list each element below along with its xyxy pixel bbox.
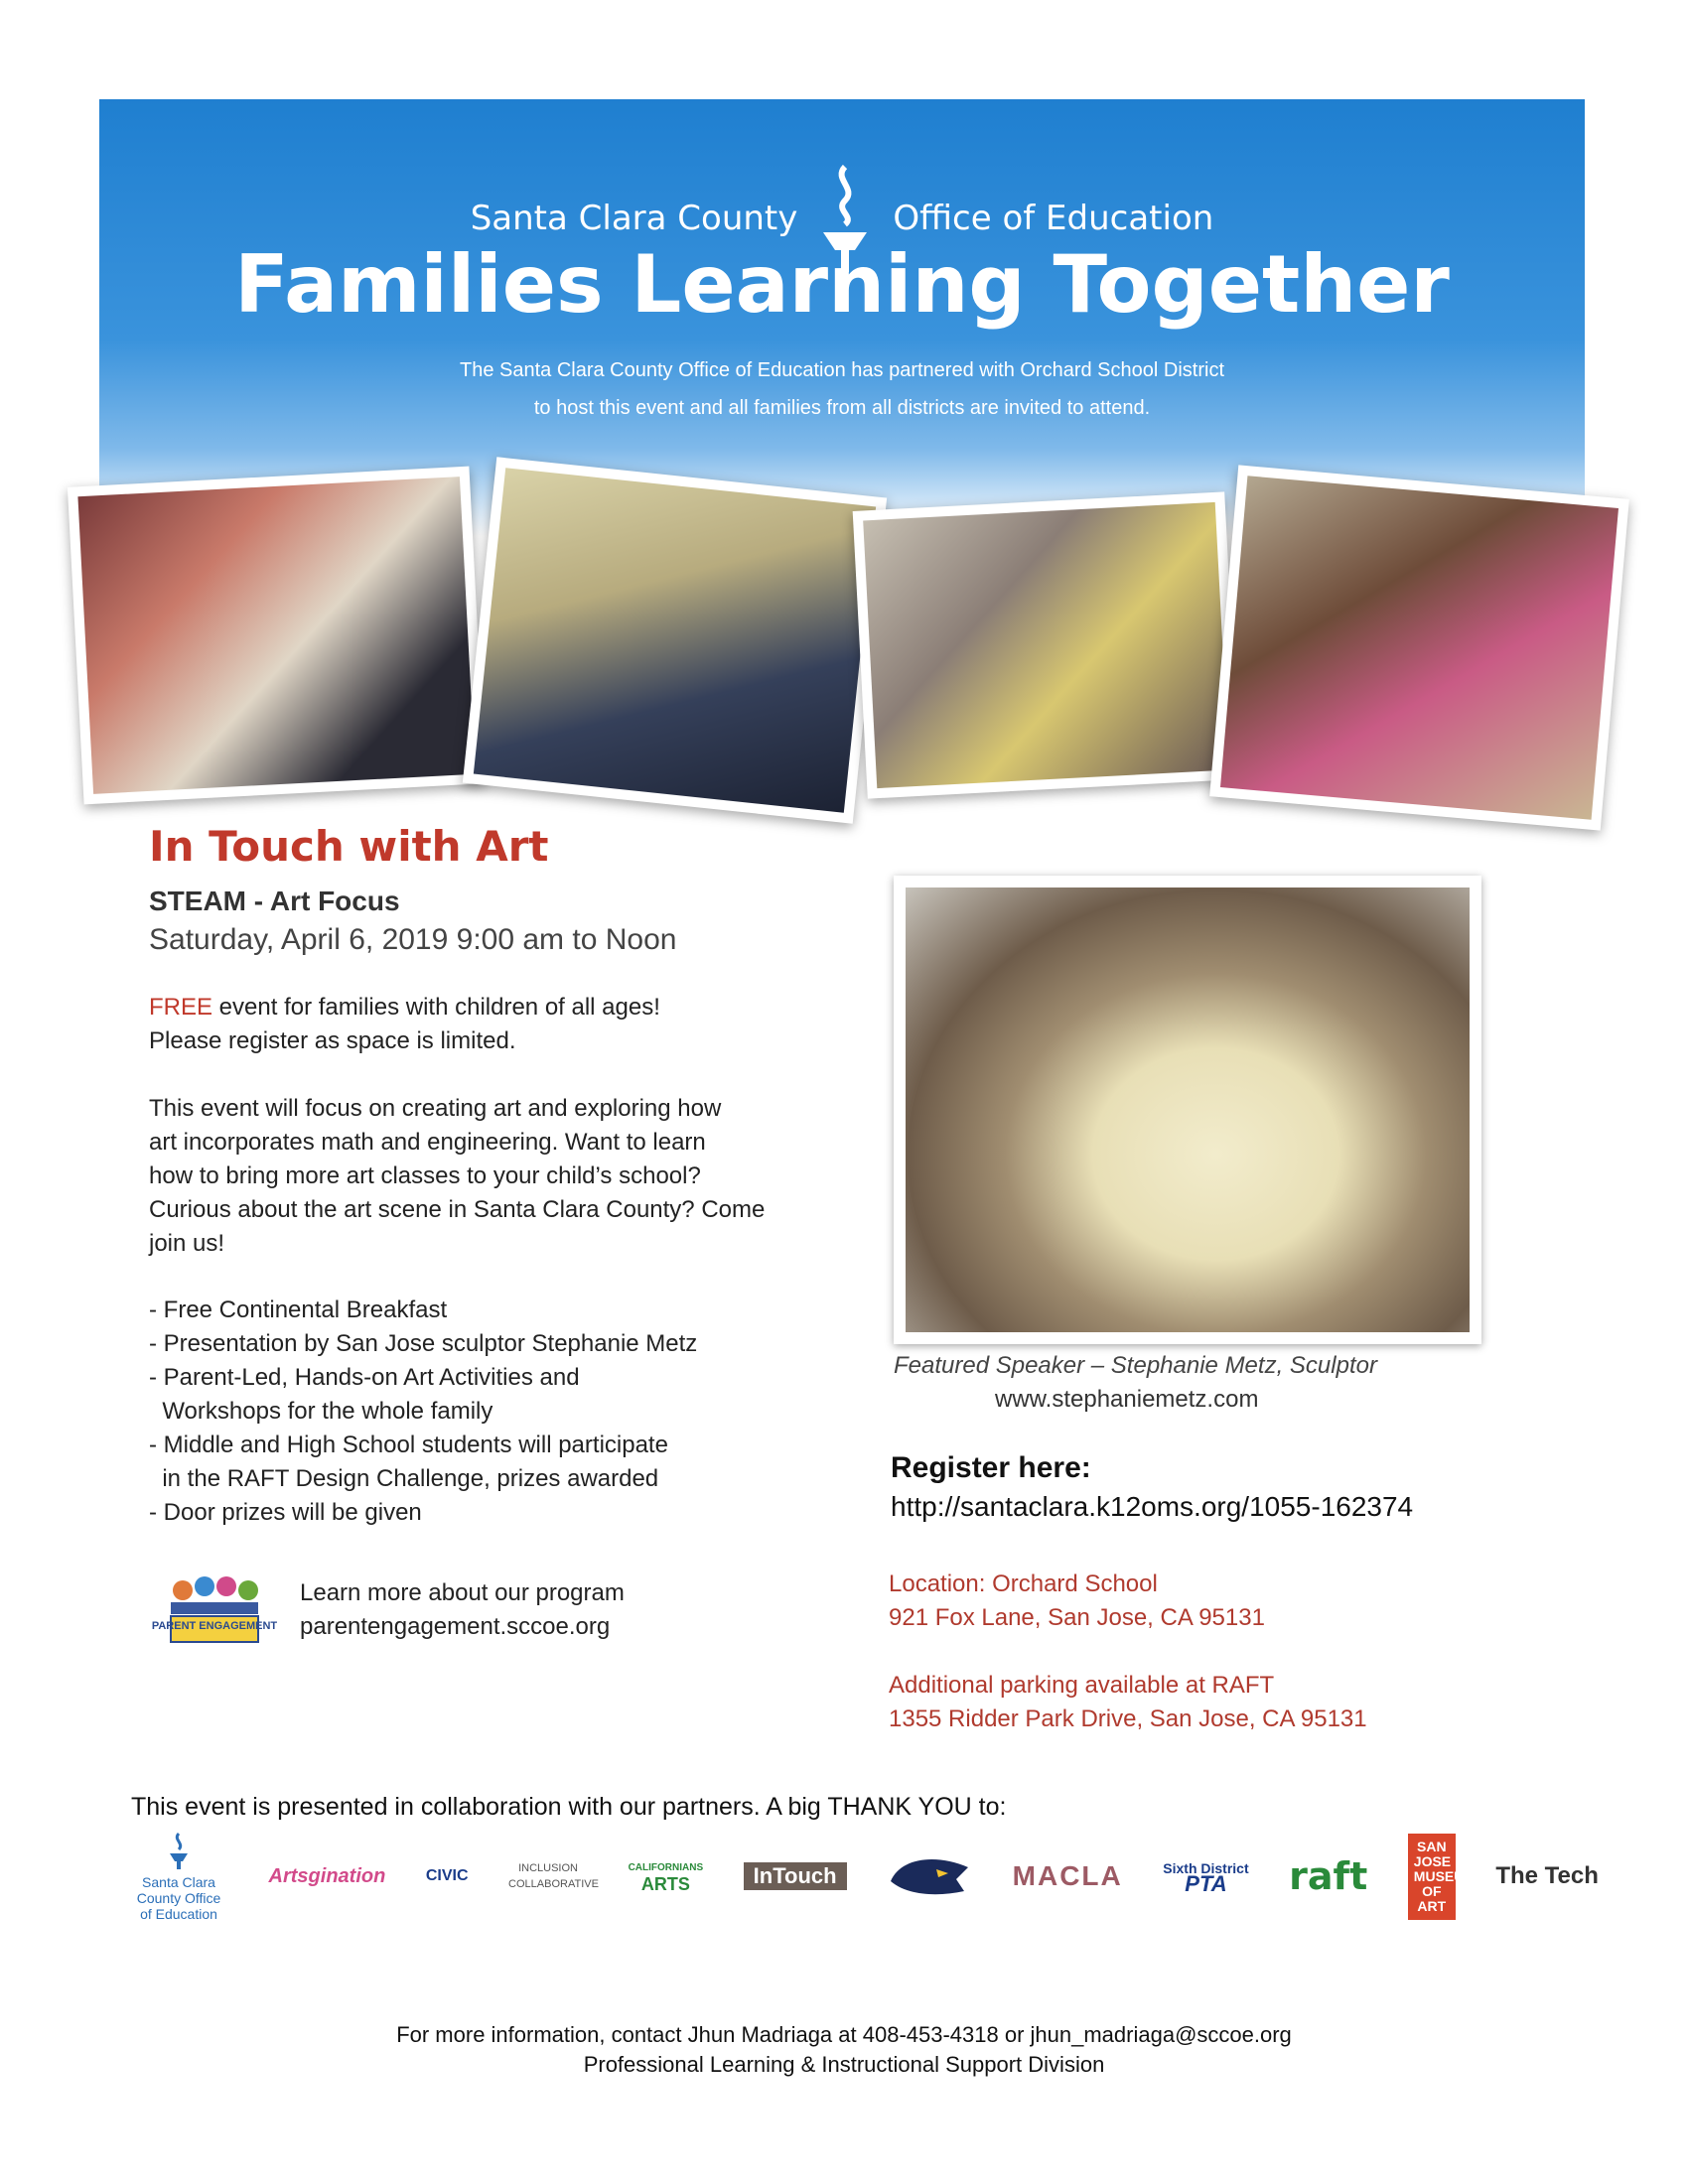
list-item: - Middle and High School students will participate	[149, 1432, 668, 1458]
partner-logo-sccoe	[129, 1832, 228, 1922]
event-photo-activity	[853, 491, 1240, 798]
partner-logo-the-tech: The Tech	[1495, 1862, 1599, 1889]
partner-logo-macla: MACLA	[1012, 1860, 1123, 1891]
partner-logos	[129, 1827, 1599, 1926]
partner-logo-raft: raft	[1289, 1854, 1368, 1898]
event-date: Saturday, April 6, 2019 9:00 am to Noon	[149, 923, 677, 956]
page-title: Families Learning Together	[234, 238, 1450, 331]
org-name-left: Santa Clara County	[470, 199, 798, 238]
parent-engagement-link[interactable]: parentengagement.sccoe.org	[300, 1613, 611, 1640]
description-line: Curious about the art scene in Santa Clara County? Come	[149, 1196, 766, 1223]
event-photo-presentation	[463, 457, 887, 823]
partner-name: PTA	[1185, 1871, 1227, 1896]
event-highlights-list	[149, 1294, 804, 1530]
event-photo-children	[1209, 465, 1629, 830]
torch-icon	[167, 1832, 191, 1871]
description-line: art incorporates math and engineering. Want to learn	[149, 1129, 706, 1156]
list-item: - Parent-Led, Hands-on Art Activities and	[149, 1364, 580, 1391]
list-item: - Door prizes will be given	[149, 1499, 422, 1526]
parking-address: 1355 Ridder Park Drive, San Jose, CA 95131	[889, 1706, 1367, 1732]
description-line: This event will focus on creating art and exploring how	[149, 1095, 722, 1122]
event-title: In Touch with Art	[149, 822, 549, 871]
partner-name: Santa Clara County Office of Education	[136, 1873, 221, 1922]
division-name: Professional Learning & Instructional Support Division	[583, 2052, 1105, 2077]
register-label: Register here:	[891, 1451, 1091, 1484]
partners-intro: This event is presented in collaboration with our partners. A big THANK YOU to:	[131, 1793, 1007, 1821]
partner-name-top: CALIFORNIANS	[628, 1862, 704, 1873]
description-line: how to bring more art classes to your child’s school?	[149, 1162, 701, 1189]
parking-note: Additional parking available at RAFT	[889, 1672, 1275, 1699]
event-focus: STEAM - Art Focus	[149, 886, 400, 916]
learn-more-text: Learn more about our program	[300, 1579, 625, 1606]
location-name: Location: Orchard School	[889, 1570, 1158, 1597]
partner-logo-pta	[1163, 1860, 1249, 1896]
event-description	[149, 1092, 804, 1261]
speaker-website-link[interactable]: www.stephaniemetz.com	[995, 1386, 1259, 1413]
contact-info: For more information, contact Jhun Madriaga at 408-453-4318 or jhun_madriaga@sccoe.org	[396, 2022, 1292, 2047]
free-line-rest: event for families with children of all ages!	[212, 994, 660, 1021]
event-photo-baking	[68, 467, 486, 805]
org-name-right: Office of Education	[893, 199, 1214, 238]
pe-logo-text: PARENT ENGAGEMENT	[151, 1620, 278, 1632]
partner-logo-civic: CIVIC	[425, 1867, 469, 1884]
list-item: - Presentation by San Jose sculptor Stephanie Metz	[149, 1330, 698, 1357]
header-banner	[99, 99, 1585, 536]
register-note: Please register as space is limited.	[149, 1027, 516, 1054]
parent-engagement-logo	[151, 1572, 278, 1654]
list-item: - Free Continental Breakfast	[149, 1297, 448, 1323]
partner-logo-californians-arts	[629, 1860, 704, 1892]
partner-name-top: Sixth District	[1163, 1860, 1249, 1876]
subtitle-line-2: to host this event and all families from all districts are invited to attend.	[533, 397, 1151, 419]
partner-logo-intouch: InTouch	[744, 1862, 847, 1890]
partner-name: ARTS	[640, 1874, 690, 1894]
partner-logo-artsgination: Artsgination	[268, 1865, 386, 1887]
free-line	[149, 991, 660, 1024]
partner-logo-sjma: SAN JOSE MUSEUM OF ART	[1408, 1834, 1456, 1920]
list-item: in the RAFT Design Challenge, prizes awarded	[149, 1465, 659, 1492]
subtitle-line-1: The Santa Clara County Office of Education has partnered with Orchard School District	[459, 359, 1224, 381]
speaker-caption: Featured Speaker – Stephanie Metz, Sculptor	[894, 1352, 1377, 1379]
speaker-photo	[894, 876, 1481, 1344]
partner-logo-inclusion: INCLUSION COLLABORATIVE	[508, 1862, 599, 1890]
location-address: 921 Fox Lane, San Jose, CA 95131	[889, 1604, 1265, 1631]
free-word: FREE	[149, 994, 213, 1021]
registration-link[interactable]: http://santaclara.k12oms.org/1055-162374	[891, 1491, 1414, 1522]
list-item: Workshops for the whole family	[149, 1398, 493, 1425]
description-line: join us!	[149, 1230, 225, 1257]
panther-logo-icon	[887, 1851, 972, 1901]
